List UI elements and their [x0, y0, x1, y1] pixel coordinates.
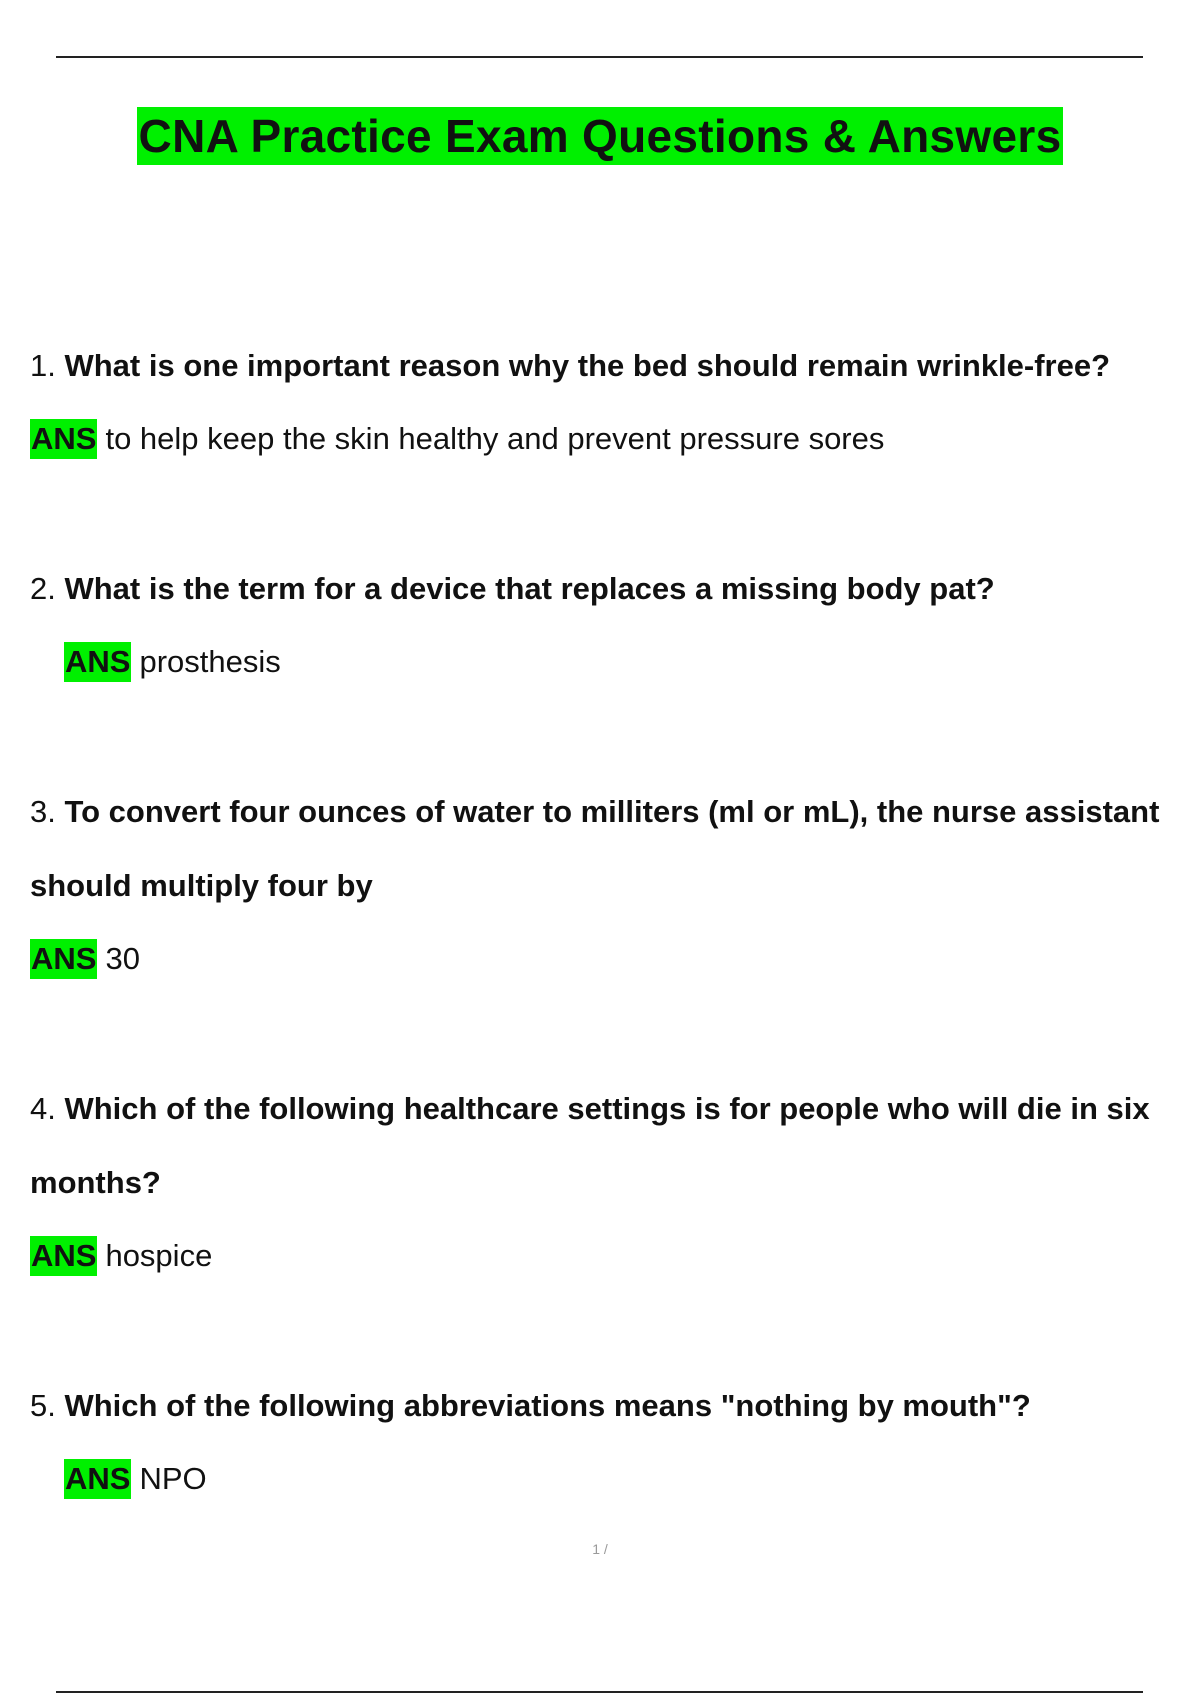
question-1	[30, 346, 1110, 386]
question-number: 1.	[30, 348, 56, 383]
question-text: Which of the following healthcare settings is for people who will die in six	[64, 1091, 1150, 1126]
answer-tag: ANS	[30, 419, 97, 459]
question-text: Which of the following abbreviations means "nothing by mouth"?	[64, 1388, 1031, 1423]
question-2	[30, 569, 995, 609]
question-number: 5.	[30, 1388, 56, 1423]
answer-text: hospice	[105, 1238, 213, 1273]
question-number: 2.	[30, 571, 56, 606]
bottom-rule	[56, 1691, 1143, 1693]
document-title: CNA Practice Exam Questions & Answers	[137, 107, 1064, 165]
answer-3	[30, 939, 140, 979]
answer-5	[64, 1459, 207, 1499]
answer-tag: ANS	[64, 642, 131, 682]
answer-text: 30	[105, 941, 140, 976]
question-5	[30, 1386, 1031, 1426]
answer-4	[30, 1236, 212, 1276]
question-number: 4.	[30, 1091, 56, 1126]
answer-tag: ANS	[30, 1236, 97, 1276]
question-4	[30, 1089, 1150, 1129]
question-text: To convert four ounces of water to milliters (ml or mL), the nurse assistant	[64, 794, 1160, 829]
page-number: 1 /	[592, 1541, 608, 1557]
answer-tag: ANS	[30, 939, 97, 979]
question-text: What is one important reason why the bed should remain wrinkle-free?	[64, 348, 1111, 383]
question-number: 3.	[30, 794, 56, 829]
question-text: months?	[30, 1165, 161, 1200]
answer-text: NPO	[139, 1461, 207, 1496]
question-text: should multiply four by	[30, 868, 373, 903]
question-3	[30, 792, 1159, 832]
answer-tag: ANS	[64, 1459, 131, 1499]
question-3-continued	[30, 866, 373, 906]
answer-2	[64, 642, 281, 682]
question-text: What is the term for a device that replaces a missing body pat?	[64, 571, 995, 606]
top-rule	[56, 56, 1143, 58]
title-container	[0, 107, 1200, 165]
question-4-continued	[30, 1163, 161, 1203]
answer-text: prosthesis	[139, 644, 281, 679]
answer-text: to help keep the skin healthy and prevent pressure sores	[105, 421, 885, 456]
answer-1	[30, 419, 884, 459]
